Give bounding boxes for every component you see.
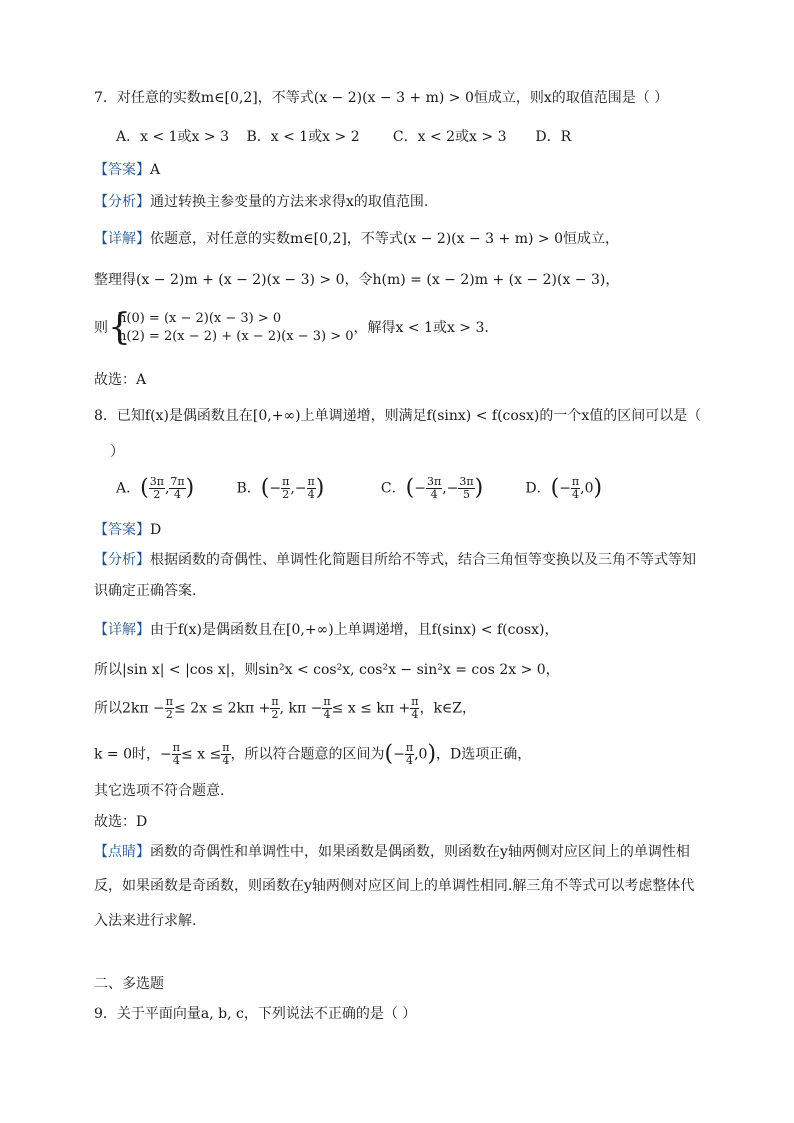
frac-den: 2 — [271, 708, 279, 721]
q7-stem: 7．对任意的实数m∈[0,2]，不等式(x − 2)(x − 3 + m) > 0恒成立，则x的取值范围是（ ） — [94, 90, 669, 106]
frac-num: π — [172, 741, 180, 754]
inequality-part: ≤ 2x ≤ 2kπ + — [174, 700, 271, 717]
comment-tag: 【点睛】 — [94, 844, 150, 860]
frac-num: π — [411, 695, 419, 708]
detail-text: 依题意，对任意的实数m∈[0,2]，不等式(x − 2)(x − 3 + m) > 0恒成立， — [150, 231, 619, 247]
frac-num: π — [271, 695, 279, 708]
analysis-text: 根据函数的奇偶性、单调性化简题目所给不等式，结合三角恒等变换以及三角不等式等知 — [150, 552, 696, 568]
inequality-part: ≤ x ≤ kπ + — [331, 700, 411, 717]
q8-conclusion: 故选：D — [94, 814, 148, 830]
frac-num: π — [282, 475, 290, 488]
frac-den: 4 — [572, 488, 580, 501]
q8-analysis-1 — [94, 550, 696, 570]
q8-stem-close: ） — [110, 444, 124, 460]
q8-detail-4: k = 0时，− $\frac{\pi}{4}$ ≤ x ≤ $\frac{\pi}{4}$ ，所以符合题意的区间为(− $\frac{\pi}{4}$ ,0)，D选项正确， — [94, 741, 532, 767]
analysis-tag: 【分析】 — [94, 552, 150, 568]
q7-option-a: A．x < 1或x > 3 — [116, 129, 229, 145]
frac-den: 2 — [153, 488, 161, 501]
q7-detail-1 — [94, 229, 619, 249]
q7-option-c: C．x < 2或x > 3 — [392, 129, 507, 145]
frac-num: 3π — [459, 475, 474, 488]
frac-den: 4 — [405, 754, 413, 767]
detail-tag: 【详解】 — [94, 622, 150, 638]
q7-analysis — [94, 192, 428, 212]
frac-num: π — [222, 741, 230, 754]
q9-stem: 9．关于平面向量a, b, c，下列说法不正确的是（ ） — [94, 1006, 417, 1022]
option-label: A． — [116, 480, 141, 497]
detail-tag: 【详解】 — [94, 231, 150, 247]
frac-num: 3π — [426, 475, 442, 488]
q7-detail-2: 整理得(x − 2)m + (x − 2)(x − 3) > 0，令h(m) = (x − 2)m + (x − 2)(x − 3)， — [94, 272, 620, 288]
detail-text: 由于f(x)是偶函数且在[0,+∞)上单调递增，且f(sinx) < f(cosx)， — [150, 622, 559, 638]
detail-part: ≤ x ≤ — [181, 746, 222, 763]
inequality-part: , kπ − — [279, 700, 323, 717]
q8-detail-1 — [94, 620, 558, 640]
detail-suffix: ，解得x < 1或x > 3. — [353, 320, 489, 336]
option-label: D． — [525, 480, 551, 497]
q8-comment-1 — [94, 842, 690, 862]
option-tail: 0 — [584, 480, 594, 497]
q8-detail-2: 所以|sin x| < |cos x|，则sin²x < cos²x, cos²x − sin²x = cos 2x > 0， — [94, 662, 560, 678]
frac-den: 2 — [165, 708, 173, 721]
detail-part: ，所以符合题意的区间为 — [230, 746, 385, 763]
frac-den: 4 — [430, 488, 438, 501]
inequality-part: 所以2kπ − — [94, 700, 165, 717]
option-label: C． — [380, 480, 406, 497]
frac-den: 4 — [323, 708, 331, 721]
q8-comment-3: 入法来进行求解. — [94, 913, 197, 929]
q8-answer — [94, 520, 161, 540]
analysis-tag: 【分析】 — [94, 194, 150, 210]
frac-den: 4 — [307, 488, 315, 501]
q8-comment-2: 反，如果函数是奇函数，则函数在y轴两侧对应区间上的单调性相同.解三角不等式可以考虑整体代 — [94, 878, 695, 894]
frac-den: 4 — [172, 754, 180, 767]
q8-analysis-2: 识确定正确答案. — [94, 583, 197, 599]
inequality-part: ，k∈Z， — [419, 700, 477, 717]
q7-option-d: D．R — [535, 129, 572, 145]
answer-value: D — [150, 522, 162, 538]
frac-num: π — [323, 695, 331, 708]
detail-part: 0 — [418, 746, 428, 763]
section-title: 二、多选题 — [94, 976, 164, 992]
option-label: B． — [236, 480, 261, 497]
q8-stem: 8．已知f(x)是偶函数且在[0,+∞)上单调递增，则满足f(sinx) < f(cosx)的一个x值的区间可以是（ — [94, 408, 702, 424]
q7-detail-3 — [94, 307, 489, 348]
detail-part: k = 0时，− — [94, 746, 172, 763]
equation-system — [108, 307, 354, 348]
answer-value: A — [150, 162, 161, 178]
frac-den: 5 — [462, 488, 470, 501]
q8-option-c: C．(− $\frac{3\pi}{4}$ ,− $\frac{3\pi}{5}$ ) — [380, 475, 484, 501]
answer-tag: 【答案】 — [94, 162, 150, 178]
frac-num: π — [571, 475, 580, 488]
answer-tag: 【答案】 — [94, 522, 150, 538]
system-row-2: h(2) = 2(x − 2) + (x − 2)(x − 3) > 0 — [118, 329, 354, 344]
brace-symbol: { — [108, 307, 131, 348]
q7-answer — [94, 160, 160, 180]
detail-part: ，D选项正确， — [436, 746, 532, 763]
detail-prefix: 则 — [94, 320, 108, 336]
frac-num: π — [307, 475, 315, 488]
q8-option-d: D．(− $\frac{\pi}{4}$ ,0) — [525, 475, 603, 501]
comment-text: 函数的奇偶性和单调性中，如果函数是偶函数，则函数在y轴两侧对应区间上的单调性相 — [150, 844, 690, 860]
frac-den: 4 — [174, 488, 182, 501]
frac-num: π — [405, 741, 414, 754]
q7-conclusion: 故选：A — [94, 372, 147, 388]
frac-num: 3π — [149, 475, 164, 488]
q7-options — [116, 127, 571, 147]
frac-num: 7π — [170, 475, 185, 488]
frac-den: 4 — [411, 708, 419, 721]
frac-den: 2 — [282, 488, 290, 501]
q8-option-a: A．( $\frac{3\pi}{2}$ , $\frac{7\pi}{4}$ ) — [116, 475, 195, 501]
q8-detail-3 — [94, 696, 476, 721]
q8-options — [116, 476, 602, 501]
q8-detail-5: 其它选项不符合题意. — [94, 783, 225, 799]
q7-option-b: B．x < 1或x > 2 — [246, 129, 360, 145]
frac-den: 4 — [222, 754, 230, 767]
analysis-text: 通过转换主参变量的方法来求得x的取值范围. — [150, 194, 429, 210]
q8-option-b: B．(− $\frac{\pi}{2}$ ,− $\frac{\pi}{4}$ ) — [236, 475, 325, 501]
system-row-1: h(0) = (x − 2)(x − 3) > 0 — [118, 311, 282, 326]
frac-num: π — [165, 695, 174, 708]
